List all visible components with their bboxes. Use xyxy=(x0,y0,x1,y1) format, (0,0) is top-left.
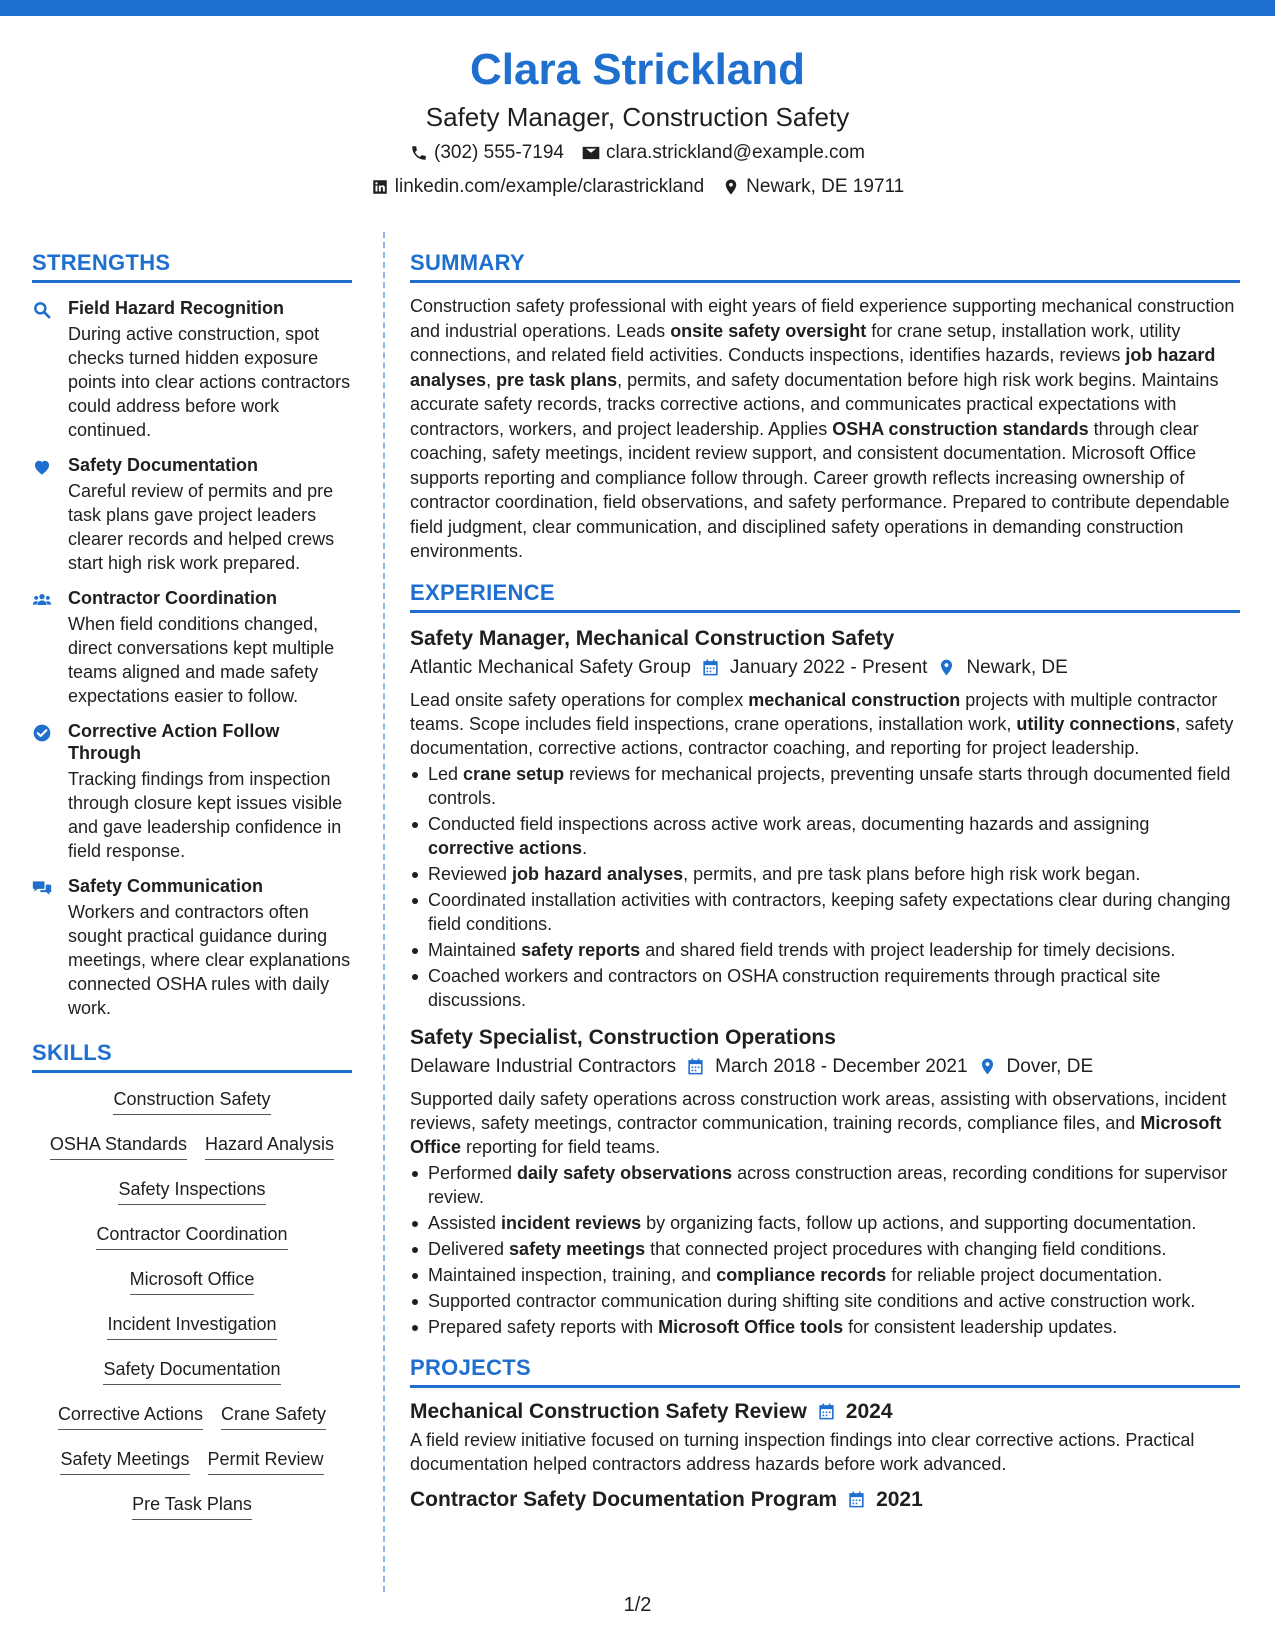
strength-item xyxy=(32,297,352,442)
summary-text xyxy=(410,294,1240,564)
skill-tag: Incident Investigation xyxy=(107,1312,276,1340)
skill-tag: Permit Review xyxy=(208,1447,324,1475)
project-title: Contractor Safety Documentation Program xyxy=(410,1487,838,1511)
bullet-text: Performed xyxy=(428,1162,518,1183)
job-bullet xyxy=(410,1211,1240,1235)
strength-title: Corrective Action Follow Through xyxy=(68,721,280,763)
job-description xyxy=(410,688,1240,760)
skills-list xyxy=(32,1087,352,1520)
summary-text: Construction safety professional with eight years of field experience supporting mechanical construction and industrial operations. Leads xyxy=(410,296,1235,341)
skill-tag: OSHA Standards xyxy=(50,1132,187,1160)
bullet-bold: job hazard analyses xyxy=(512,863,684,884)
strength-title: Safety Communication xyxy=(68,876,264,896)
calendar-icon xyxy=(847,1490,866,1509)
location-text: Newark, DE 19711 xyxy=(746,176,905,197)
skill-row xyxy=(130,1267,255,1295)
job-desc-text: projects with multiple contractor teams. Scope includes field inspections, crane operations, installation work, xyxy=(410,689,1218,734)
job-location: Newark, DE xyxy=(966,656,1068,678)
skill-tag: Contractor Coordination xyxy=(96,1222,287,1250)
job-location: Dover, DE xyxy=(1006,1055,1094,1077)
linkedin-icon xyxy=(371,178,389,196)
job-desc-bold: mechanical construction xyxy=(748,689,961,710)
bullet-bold: compliance records xyxy=(716,1264,887,1285)
job-dates: January 2022 - Present xyxy=(729,656,928,678)
phone-contact[interactable] xyxy=(410,138,564,168)
column-divider xyxy=(383,232,385,1592)
job-title: Safety Manager, Mechanical Construction Safety xyxy=(410,626,895,650)
calendar-icon xyxy=(686,1057,705,1076)
summary-bold: OSHA construction standards xyxy=(832,418,1089,439)
bullet-text: Assisted xyxy=(428,1212,502,1233)
job-bullet xyxy=(410,862,1240,886)
strengths-heading: STRENGTHS xyxy=(32,250,352,283)
skill-row xyxy=(113,1087,270,1115)
skill-tag: Microsoft Office xyxy=(130,1267,255,1295)
linkedin-text: linkedin.com/example/clarastrickland xyxy=(394,176,705,197)
candidate-name: Clara Strickland xyxy=(469,45,806,94)
skill-row xyxy=(118,1177,265,1205)
job-desc-text: reporting for field teams. xyxy=(461,1136,661,1157)
job-company: Delaware Industrial Contractors xyxy=(410,1055,677,1077)
bullet-text: Coached workers and contractors on OSHA construction requirements through practical site discussions. xyxy=(428,965,1161,1010)
skill-row xyxy=(58,1402,326,1430)
bullet-text: across construction areas, recording conditions for supervisor review. xyxy=(428,1162,1228,1207)
left-column xyxy=(32,250,352,1520)
bullet-bold: daily safety observations xyxy=(517,1162,733,1183)
experience-list xyxy=(410,625,1240,1339)
skill-row xyxy=(132,1492,252,1520)
job-description xyxy=(410,1087,1240,1159)
job-bullet xyxy=(410,964,1240,1012)
summary-bold: pre task plans xyxy=(496,369,618,390)
location-contact xyxy=(722,172,904,202)
phone-text: (302) 555-7194 xyxy=(434,142,564,163)
job-bullets xyxy=(410,762,1240,1012)
job-desc-bold: Microsoft Office xyxy=(410,1112,1222,1157)
bullet-text: . xyxy=(582,837,588,858)
bullet-text: Supported contractor communication during shifting site conditions and active construction work. xyxy=(428,1290,1196,1311)
envelope-icon xyxy=(582,144,600,162)
bullet-text: Prepared safety reports with xyxy=(428,1316,659,1337)
bullet-text: Maintained inspection, training, and xyxy=(428,1264,717,1285)
calendar-icon xyxy=(701,658,720,677)
job-bullet xyxy=(410,1161,1240,1209)
heart-icon xyxy=(32,457,52,477)
strength-desc: Workers and contractors often sought practical guidance during meetings, where clear explanations connected OSHA rules with daily work. xyxy=(68,902,351,1018)
bullet-text: for reliable project documentation. xyxy=(886,1264,1163,1285)
job-meta xyxy=(410,1052,1240,1082)
bullet-text: and shared field trends with project leadership for timely decisions. xyxy=(640,939,1176,960)
bullet-bold: safety reports xyxy=(521,939,641,960)
candidate-title: Safety Manager, Construction Safety xyxy=(425,102,850,132)
summary-bold: job hazard analyses xyxy=(410,345,1216,390)
bullet-bold: safety meetings xyxy=(509,1238,646,1259)
bullet-text: by organizing facts, follow up actions, and supporting documentation. xyxy=(641,1212,1197,1233)
job-entry xyxy=(410,625,1240,1012)
map-pin-icon xyxy=(978,1057,997,1076)
project-title-row xyxy=(410,1398,1240,1426)
linkedin-contact[interactable] xyxy=(371,172,704,202)
summary-text: , xyxy=(486,369,497,390)
job-entry xyxy=(410,1024,1240,1339)
map-pin-icon xyxy=(722,178,740,196)
job-desc-text: Lead onsite safety operations for complex xyxy=(410,689,749,710)
skill-tag: Construction Safety xyxy=(113,1087,270,1115)
skill-row xyxy=(107,1312,276,1340)
bullet-text: Led xyxy=(428,763,464,784)
strength-title: Contractor Coordination xyxy=(68,588,277,608)
strengths-list xyxy=(32,297,352,1020)
bullet-text: Coordinated installation activities with contractors, keeping safety expectations clear during changing field conditions. xyxy=(428,889,1231,934)
skill-row xyxy=(60,1447,323,1475)
projects-heading: PROJECTS xyxy=(410,1355,1240,1388)
page-number: 1/2 xyxy=(623,1594,652,1616)
project-description: A field review initiative focused on turning inspection findings into clear corrective actions. Practical documentation helped contractors address hazards before work advanced. xyxy=(410,1429,1195,1474)
job-bullet xyxy=(410,1315,1240,1339)
job-bullet xyxy=(410,1289,1240,1313)
job-company: Atlantic Mechanical Safety Group xyxy=(410,656,691,678)
calendar-icon xyxy=(817,1402,836,1421)
job-desc-text: Supported daily safety operations across construction work areas, assisting with observations, incident reviews, safety meetings, contractor communication, training records, compliance files, and xyxy=(410,1088,1227,1133)
contact-row-2 xyxy=(0,172,1275,202)
projects-list xyxy=(410,1398,1240,1514)
job-bullet xyxy=(410,1237,1240,1261)
project-entry xyxy=(410,1486,1240,1514)
bullet-text: that connected project procedures with changing field conditions. xyxy=(645,1238,1167,1259)
email-contact[interactable] xyxy=(582,138,865,168)
skill-row xyxy=(50,1132,334,1160)
contact-row-1 xyxy=(0,138,1275,168)
skill-tag: Safety Meetings xyxy=(60,1447,189,1475)
strength-desc: Careful review of permits and pre task plans gave project leaders clearer records and helped crews start high risk work prepared. xyxy=(68,481,335,573)
email-text: clara.strickland@example.com xyxy=(605,142,865,163)
project-entry xyxy=(410,1398,1240,1476)
strength-desc: When field conditions changed, direct conversations kept multiple teams aligned and made safety expectations easier to follow. xyxy=(68,614,335,706)
bullet-bold: crane setup xyxy=(463,763,565,784)
job-bullets xyxy=(410,1161,1240,1339)
strength-item xyxy=(32,875,352,1020)
skill-tag: Crane Safety xyxy=(221,1402,326,1430)
search-icon xyxy=(32,300,52,320)
check-circle-icon xyxy=(32,723,52,743)
project-year: 2021 xyxy=(876,1487,923,1511)
job-bullet xyxy=(410,762,1240,810)
summary-text: through clear coaching, safety meetings, incident review support, and consistent documentation. Microsoft Office supports reporting and compliance follow through. Career growth reflects increasing ownership of contractor coordination, field observations, and safety performance. Prepared to contribute dependable field judgment, clear communication, and disciplined safety operations in demanding construction environments. xyxy=(410,418,1230,561)
project-title: Mechanical Construction Safety Review xyxy=(410,1399,807,1423)
job-meta xyxy=(410,653,1240,683)
strength-title: Field Hazard Recognition xyxy=(68,298,285,318)
job-desc-text: , safety documentation, corrective actions, contractor coaching, and reporting for project leadership. xyxy=(410,713,1234,758)
job-bullet xyxy=(410,812,1240,860)
skill-tag: Corrective Actions xyxy=(58,1402,203,1430)
resume-header xyxy=(0,40,1275,202)
bullet-text: Delivered xyxy=(428,1238,510,1259)
bullet-bold: corrective actions xyxy=(428,837,583,858)
strength-item xyxy=(32,720,352,863)
bullet-text: for consistent leadership updates. xyxy=(843,1316,1118,1337)
job-desc-bold: utility connections xyxy=(1016,713,1176,734)
summary-bold: onsite safety oversight xyxy=(670,320,867,341)
top-accent-bar xyxy=(0,0,1275,16)
bullet-text: Conducted field inspections across active work areas, documenting hazards and assigning xyxy=(428,813,1150,834)
strength-item xyxy=(32,587,352,708)
bullet-bold: Microsoft Office tools xyxy=(658,1316,844,1337)
bullet-bold: incident reviews xyxy=(501,1212,642,1233)
job-bullet xyxy=(410,888,1240,936)
strength-item xyxy=(32,454,352,575)
summary-text: , permits, and safety documentation before high risk work begins. Maintains accurate safety records, tracks corrective actions, and communicates practical expectations with contractors, workers, and project leadership. Applies xyxy=(410,369,1219,439)
strength-desc: During active construction, spot checks turned hidden exposure points into clear actions contractors could address before work continued. xyxy=(68,324,351,440)
bullet-text: reviews for mechanical projects, preventing unsafe starts through documented field controls. xyxy=(428,763,1231,808)
bullet-text: Reviewed xyxy=(428,863,513,884)
skill-tag: Safety Inspections xyxy=(118,1177,265,1205)
skill-tag: Safety Documentation xyxy=(103,1357,280,1385)
phone-icon xyxy=(410,144,428,162)
skill-tag: Pre Task Plans xyxy=(132,1492,252,1520)
experience-heading: EXPERIENCE xyxy=(410,580,1240,613)
strength-desc: Tracking findings from inspection through closure kept issues visible and gave leadership confidence in field response. xyxy=(68,769,343,861)
bullet-text: Maintained xyxy=(428,939,522,960)
job-bullet xyxy=(410,938,1240,962)
summary-heading: SUMMARY xyxy=(410,250,1240,283)
chat-icon xyxy=(32,878,52,898)
map-pin-icon xyxy=(937,658,956,677)
project-year: 2024 xyxy=(845,1399,893,1423)
skill-tag: Hazard Analysis xyxy=(205,1132,334,1160)
skill-row xyxy=(103,1357,280,1385)
project-title-row xyxy=(410,1486,1240,1514)
job-bullet xyxy=(410,1263,1240,1287)
right-column xyxy=(410,250,1240,1514)
summary-text: for crane setup, installation work, utility connections, and related field activities. Conducts inspections, identifies hazards, reviews xyxy=(410,320,1181,365)
skills-heading: SKILLS xyxy=(32,1040,352,1073)
skill-row xyxy=(96,1222,287,1250)
job-title: Safety Specialist, Construction Operations xyxy=(410,1025,836,1049)
bullet-text: , permits, and pre task plans before high risk work began. xyxy=(683,863,1141,884)
users-icon xyxy=(32,590,52,610)
job-dates: March 2018 - December 2021 xyxy=(715,1055,968,1077)
strength-title: Safety Documentation xyxy=(68,455,259,475)
